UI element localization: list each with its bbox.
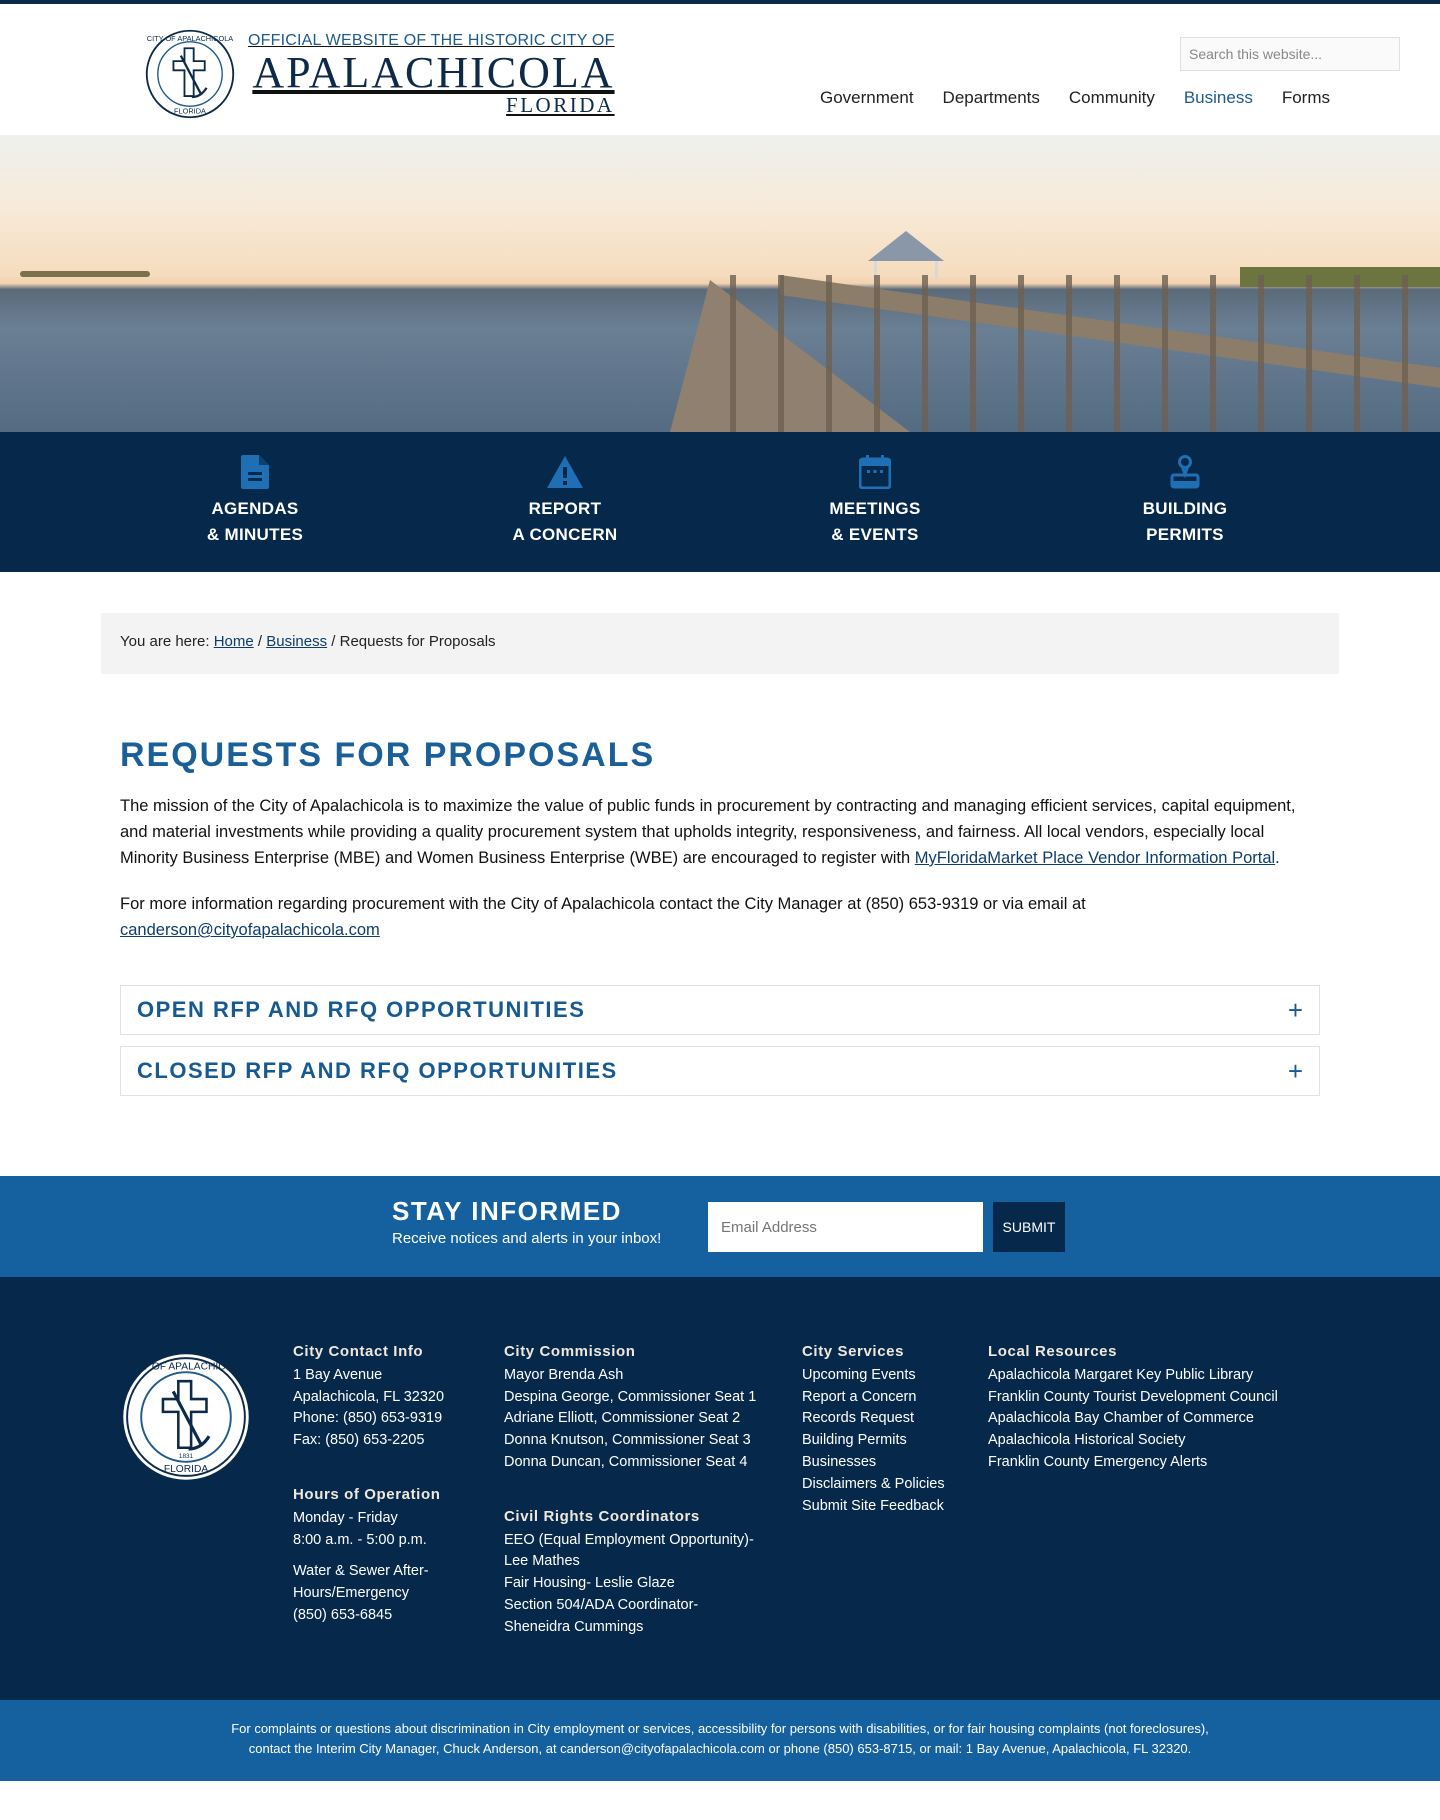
- legal-notice: [0, 1700, 1440, 1781]
- hero-posts: [730, 275, 1440, 432]
- svg-text:CITY OF APALACHICOLA: CITY OF APALACHICOLA: [146, 33, 234, 43]
- civil-rights-line: Section 504/ADA Coordinator-: [504, 1596, 699, 1613]
- quick-link-line2: A CONCERN: [512, 525, 618, 544]
- newsletter-submit-button[interactable]: SUBMIT: [993, 1202, 1065, 1252]
- logo-state: FLORIDA: [506, 92, 615, 117]
- footer-resources-column: [988, 1341, 1308, 1474]
- contact-text: For more information regarding procurement with the City of Apalachicola contact the City Manager at (850) 653-9319 or via email at: [120, 895, 1086, 913]
- breadcrumb: [101, 613, 1339, 674]
- civil-rights-line: Sheneidra Cummings: [504, 1618, 644, 1635]
- commission-member: Adriane Elliott, Commissioner Seat 2: [504, 1410, 741, 1427]
- city-manager-email-link[interactable]: canderson@cityofapalachicola.com: [120, 921, 380, 939]
- footer-commission-column: [504, 1341, 774, 1639]
- newsletter-signup: [0, 1176, 1440, 1277]
- footer-link-chamber[interactable]: Apalachicola Bay Chamber of Commerce: [988, 1410, 1254, 1427]
- nav-government[interactable]: Government: [820, 88, 914, 107]
- mission-text: The mission of the City of Apalachicola is to maximize the value of public funds in procurement by contracting and managing efficient services, capital equipment, and material investments while providing a quality procurement system that upholds integrity, responsiveness, and fairness. All local vendors, especially local Minority Business Enterprise (MBE) and Women Business Enterprise (WBE) are encouraged to register with: [120, 797, 1296, 867]
- quick-link-building-permits[interactable]: [1030, 432, 1340, 572]
- svg-text:1831: 1831: [178, 1452, 194, 1460]
- hero-image: [0, 135, 1440, 432]
- quick-link-report-concern[interactable]: [410, 432, 720, 572]
- main-content: [120, 736, 1320, 1096]
- quick-links-bar: [0, 432, 1440, 572]
- quick-link-line1: MEETINGS: [829, 499, 921, 518]
- civil-rights-line: Fair Housing- Leslie Glaze: [504, 1575, 675, 1592]
- breadcrumb-separator: /: [327, 633, 340, 650]
- hours-times: 8:00 a.m. - 5:00 p.m.: [293, 1531, 427, 1548]
- site-footer: [0, 1277, 1440, 1700]
- newsletter-email-input[interactable]: [708, 1202, 983, 1252]
- footer-contact-column: [293, 1341, 483, 1627]
- logo-city-name: APALACHICOLA: [252, 47, 615, 97]
- breadcrumb-prefix: You are here:: [120, 633, 210, 650]
- accordion-open-rfp[interactable]: [120, 985, 1320, 1035]
- city-seal-icon: [144, 28, 236, 120]
- civil-rights-line: EEO (Equal Employment Opportunity)-: [504, 1531, 754, 1548]
- logo-tagline: OFFICIAL WEBSITE OF THE HISTORIC CITY OF: [248, 31, 615, 49]
- stamp-icon: [1170, 455, 1200, 489]
- footer-heading: City Services: [802, 1343, 905, 1360]
- footer-link-disclaimers[interactable]: Disclaimers & Policies: [802, 1475, 945, 1492]
- nav-forms[interactable]: Forms: [1281, 88, 1330, 107]
- footer-link-upcoming-events[interactable]: Upcoming Events: [802, 1366, 916, 1383]
- svg-text:FLORIDA: FLORIDA: [163, 1464, 209, 1476]
- fax-line: Fax: (850) 653-2205: [293, 1432, 425, 1449]
- quick-link-agendas[interactable]: [100, 432, 410, 572]
- accordion-title: OPEN RFP AND RFQ OPPORTUNITIES: [137, 997, 586, 1022]
- nav-business[interactable]: Business: [1183, 88, 1253, 107]
- svg-text:FLORIDA: FLORIDA: [174, 106, 206, 116]
- accordion-closed-rfp[interactable]: [120, 1046, 1320, 1096]
- breadcrumb-current: Requests for Proposals: [339, 633, 496, 650]
- site-logo[interactable]: [144, 28, 615, 120]
- emergency-phone: (850) 653-6845: [293, 1606, 393, 1623]
- quick-link-line1: AGENDAS: [211, 499, 299, 518]
- nav-community[interactable]: Community: [1068, 88, 1155, 107]
- quick-link-line1: REPORT: [528, 499, 602, 518]
- site-header: [0, 4, 1440, 135]
- quick-link-line2: PERMITS: [1146, 525, 1224, 544]
- footer-link-records-request[interactable]: Records Request: [802, 1410, 915, 1427]
- rfp-accordion: [120, 985, 1320, 1096]
- hours-days: Monday - Friday: [293, 1509, 398, 1526]
- breadcrumb-separator: /: [253, 633, 267, 650]
- footer-link-tourist-council[interactable]: Franklin County Tourist Development Council: [988, 1388, 1278, 1405]
- emergency-line: Hours/Emergency: [293, 1585, 410, 1602]
- footer-link-report-concern[interactable]: Report a Concern: [802, 1388, 917, 1405]
- legal-line: For complaints or questions about discrimination in City employment or services, accessibility for persons with disabilities, or for fair housing complaints (not foreclosures),: [231, 1721, 1209, 1736]
- footer-link-building-permits[interactable]: Building Permits: [802, 1432, 907, 1449]
- contact-paragraph: [120, 891, 1320, 943]
- commission-member: Donna Duncan, Commissioner Seat 4: [504, 1453, 748, 1470]
- commission-member: Mayor Brenda Ash: [504, 1366, 624, 1383]
- quick-link-line2: & MINUTES: [206, 525, 304, 544]
- footer-heading: Civil Rights Coordinators: [504, 1507, 700, 1525]
- calendar-icon: [859, 455, 891, 489]
- plus-icon[interactable]: +: [1287, 1055, 1303, 1086]
- mission-end: .: [1275, 849, 1280, 867]
- commission-member: Donna Knutson, Commissioner Seat 3: [504, 1432, 751, 1449]
- main-nav: [820, 88, 1359, 108]
- page-title: REQUESTS FOR PROPOSALS: [120, 736, 656, 774]
- plus-icon[interactable]: +: [1287, 994, 1303, 1025]
- site-search-input[interactable]: [1180, 37, 1400, 71]
- footer-heading: Local Resources: [988, 1343, 1118, 1360]
- newsletter-title: STAY INFORMED: [392, 1196, 622, 1226]
- footer-services-column: [802, 1341, 972, 1517]
- mission-paragraph: [120, 793, 1320, 871]
- emergency-line: Water & Sewer After-: [293, 1563, 429, 1580]
- footer-heading: Hours of Operation: [293, 1485, 441, 1503]
- hero-island: [20, 271, 150, 277]
- svg-text:CITY OF APALACHICOLA: CITY OF APALACHICOLA: [125, 1361, 247, 1373]
- breadcrumb-business[interactable]: Business: [266, 633, 328, 650]
- city-state-line: Apalachicola, FL 32320: [293, 1388, 445, 1405]
- phone-line: Phone: (850) 653-9319: [293, 1410, 443, 1427]
- footer-heading: City Commission: [504, 1343, 636, 1360]
- quick-link-line2: & EVENTS: [831, 525, 919, 544]
- newsletter-subtitle: Receive notices and alerts in your inbox!: [392, 1230, 662, 1247]
- quick-link-line1: BUILDING: [1142, 499, 1228, 518]
- footer-link-emergency-alerts[interactable]: Franklin County Emergency Alerts: [988, 1453, 1208, 1470]
- warning-icon: [547, 456, 583, 488]
- footer-link-businesses[interactable]: Businesses: [802, 1453, 877, 1470]
- quick-link-meetings-events[interactable]: [720, 432, 1030, 572]
- accordion-title: CLOSED RFP AND RFQ OPPORTUNITIES: [137, 1058, 618, 1083]
- hero-gazebo-roof: [868, 231, 944, 261]
- breadcrumb-home[interactable]: Home: [213, 633, 254, 650]
- civil-rights-line: Lee Mathes: [504, 1553, 580, 1570]
- footer-link-historical-society[interactable]: Apalachicola Historical Society: [988, 1432, 1186, 1449]
- document-icon: [241, 455, 269, 489]
- city-seal-icon: [122, 1353, 250, 1481]
- legal-line: contact the Interim City Manager, Chuck Anderson, at canderson@cityofapalachicola.com or phone (850) 653-8715, or mail: 1 Bay Avenue, Apalachicola, FL 32320.: [248, 1741, 1192, 1756]
- footer-link-site-feedback[interactable]: Submit Site Feedback: [802, 1497, 944, 1514]
- footer-link-library[interactable]: Apalachicola Margaret Key Public Library: [988, 1366, 1254, 1383]
- nav-departments[interactable]: Departments: [942, 88, 1040, 107]
- commission-member: Despina George, Commissioner Seat 1: [504, 1388, 757, 1405]
- footer-heading: City Contact Info: [293, 1343, 424, 1360]
- vendor-portal-link[interactable]: MyFloridaMarket Place Vendor Information Portal: [914, 849, 1276, 867]
- address-line: 1 Bay Avenue: [293, 1366, 383, 1383]
